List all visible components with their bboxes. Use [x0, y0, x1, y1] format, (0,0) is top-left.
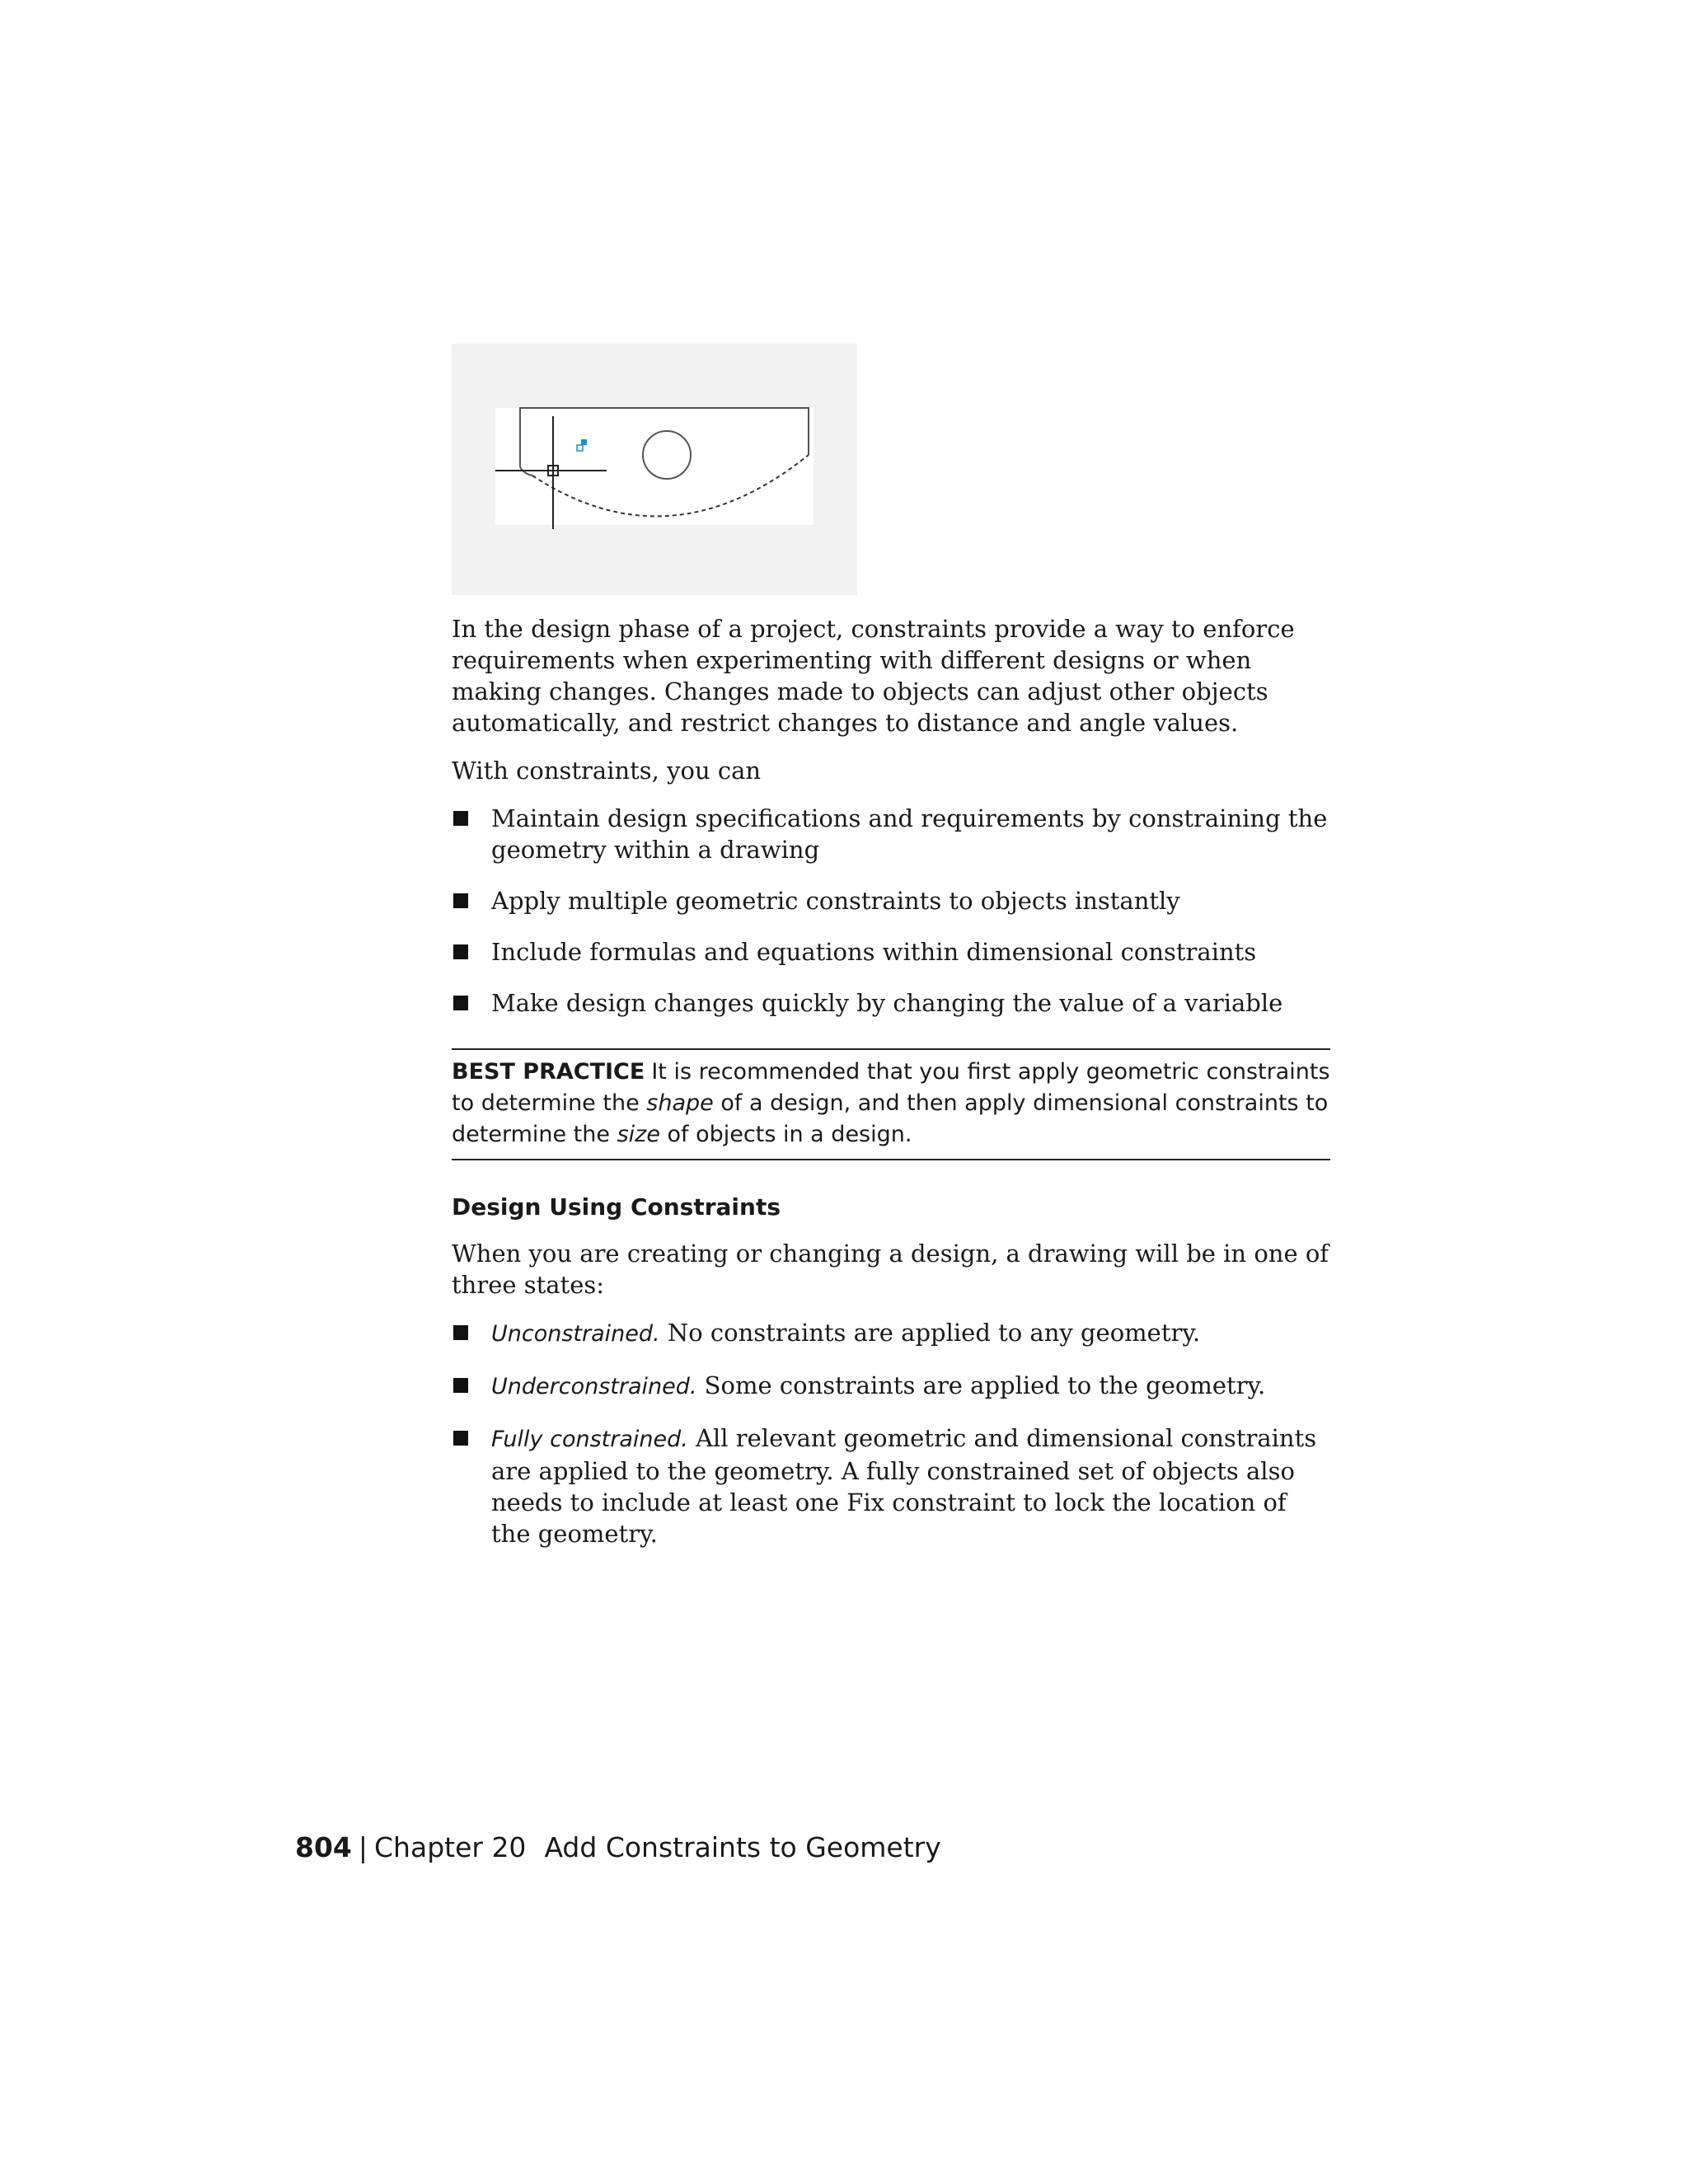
capabilities-list [452, 803, 1330, 1019]
section-heading: Design Using Constraints [452, 1193, 781, 1221]
best-practice-text: of a design, and then apply dimensional constraints to determine the [452, 1090, 1329, 1147]
best-practice-text: It is recommended that you first apply geometric constraints to determine the [452, 1059, 1330, 1116]
drawing-canvas [452, 344, 857, 595]
state-description: Some constraints are applied to the geometry. [696, 1371, 1266, 1399]
intro-lead: With constraints, you can [452, 757, 762, 785]
page-number: 804 [295, 1831, 352, 1863]
drawing-viewport [495, 408, 814, 525]
state-term: Unconstrained. [491, 1321, 660, 1347]
list-item [452, 936, 1330, 968]
list-item [452, 1422, 1330, 1549]
chapter-title: Add Constraints to Geometry [544, 1831, 941, 1863]
page-footer [295, 1831, 941, 1863]
square-bullet-icon [453, 1325, 468, 1340]
square-bullet-icon [453, 1378, 468, 1393]
state-term: Fully constrained. [491, 1427, 688, 1452]
footer-separator: | [358, 1831, 368, 1863]
best-practice-emphasis-size: size [617, 1122, 660, 1147]
list-item [452, 987, 1330, 1019]
best-practice-label: BEST PRACTICE [452, 1059, 645, 1085]
section-paragraph: When you are creating or changing a design, a drawing will be in one of three states: [452, 1240, 1329, 1299]
square-bullet-icon [453, 944, 468, 959]
best-practice-note [452, 1048, 1330, 1160]
list-item-text: Apply multiple geometric constraints to objects instantly [491, 887, 1180, 915]
list-item-text: Make design changes quickly by changing the value of a variable [491, 989, 1283, 1017]
list-item [452, 1317, 1330, 1350]
state-term: Underconstrained. [491, 1374, 697, 1399]
square-bullet-icon [453, 893, 468, 908]
square-bullet-icon [453, 996, 468, 1010]
square-bullet-icon [453, 811, 468, 826]
states-list [452, 1317, 1330, 1549]
best-practice-emphasis-shape: shape [646, 1090, 714, 1116]
chapter-label: Chapter 20 [374, 1831, 527, 1863]
list-item [452, 803, 1330, 865]
intro-paragraph: In the design phase of a project, constraints provide a way to enforce requirements when experimenting with different designs or when making changes. Changes made to objects can adjust other objects automatically, and restrict changes to distance and angle values. [452, 615, 1295, 737]
main-content [452, 613, 1330, 1569]
constraint-illustration [452, 344, 857, 595]
list-item [452, 885, 1330, 916]
list-item-text: Maintain design specifications and requirements by constraining the geometry within a drawing [491, 804, 1328, 864]
square-bullet-icon [453, 1431, 468, 1446]
best-practice-text: of objects in a design. [659, 1122, 912, 1147]
state-description: No constraints are applied to any geometry. [659, 1319, 1201, 1347]
list-item [452, 1370, 1330, 1403]
state-description: All relevant geometric and dimensional constraints are applied to the geometry. A fully constrained set of objects also needs to include at least one Fix constraint to lock the location of the geometry. [491, 1424, 1317, 1548]
list-item-text: Include formulas and equations within dimensional constraints [491, 938, 1257, 966]
